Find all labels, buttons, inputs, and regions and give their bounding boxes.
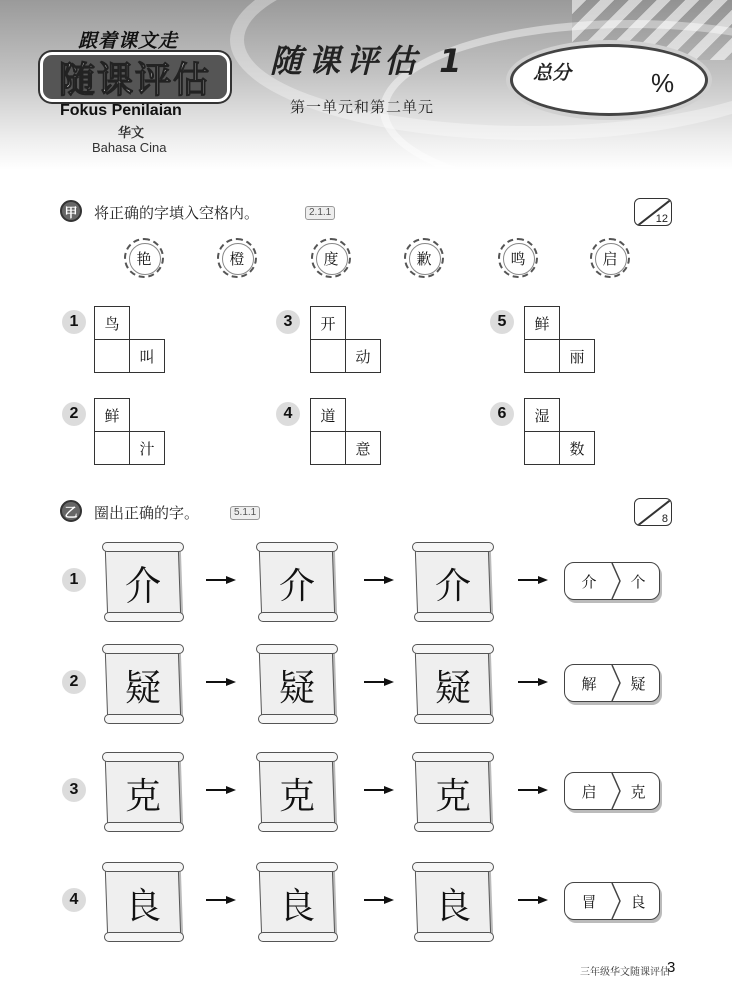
choice-option-left[interactable]: 冒 xyxy=(581,892,597,911)
ancient-script-scroll xyxy=(412,642,494,724)
answer-cell[interactable] xyxy=(524,431,560,465)
question-number: 3 xyxy=(62,778,86,802)
question-number: 2 xyxy=(62,670,86,694)
ancient-script-scroll xyxy=(256,750,338,832)
given-char-cell: 叫 xyxy=(129,339,165,373)
answer-cell[interactable] xyxy=(310,431,346,465)
ancient-script-scroll xyxy=(256,642,338,724)
question-number: 2 xyxy=(62,402,86,426)
ancient-script-scroll xyxy=(412,750,494,832)
section-b-marks-box[interactable] xyxy=(634,498,672,526)
ancient-glyph: 克 xyxy=(434,775,471,817)
ancient-glyph: 介 xyxy=(124,563,161,609)
given-char-cell: 鲜 xyxy=(94,398,130,432)
section-a-badge: 甲 xyxy=(60,200,82,222)
given-char-cell: 湿 xyxy=(524,398,560,432)
choice-option-right[interactable]: 疑 xyxy=(630,674,646,693)
right-arrow-icon xyxy=(206,786,236,794)
ancient-script-scroll xyxy=(102,642,184,724)
given-char-cell: 丽 xyxy=(559,339,595,373)
section-a-code: 2.1.1 xyxy=(305,206,335,220)
ancient-glyph: 良 xyxy=(124,885,161,927)
answer-choice-box xyxy=(564,562,660,600)
right-arrow-icon xyxy=(364,576,394,584)
answer-choice-box xyxy=(564,772,660,810)
word-bank-char: 歉 xyxy=(404,238,444,278)
page-subtitle: 第一单元和第二单元 xyxy=(290,98,435,116)
right-arrow-icon xyxy=(518,576,548,584)
answer-cell[interactable] xyxy=(94,339,130,373)
ancient-script-scroll xyxy=(256,860,338,942)
ancient-glyph: 克 xyxy=(278,775,315,817)
ancient-glyph: 介 xyxy=(434,565,471,607)
subject-cn: 华文 xyxy=(118,126,145,141)
given-char-cell: 鸟 xyxy=(94,306,130,340)
page-number: 3 xyxy=(667,959,676,976)
answer-cell[interactable] xyxy=(94,431,130,465)
choice-option-right[interactable]: 良 xyxy=(630,892,646,911)
right-arrow-icon xyxy=(518,786,548,794)
ancient-glyph: 介 xyxy=(278,565,315,607)
given-char-cell: 数 xyxy=(559,431,595,465)
series-logo-text: 随课评估 xyxy=(58,59,211,101)
right-arrow-icon xyxy=(206,576,236,584)
choice-option-left[interactable]: 启 xyxy=(581,782,597,801)
ancient-glyph: 疑 xyxy=(278,667,315,709)
given-char-cell: 开 xyxy=(310,306,346,340)
fokus-label: Fokus Penilaian xyxy=(60,102,182,119)
question-number: 1 xyxy=(62,310,86,334)
series-logo xyxy=(40,52,230,102)
right-arrow-icon xyxy=(206,678,236,686)
given-char-cell: 汁 xyxy=(129,431,165,465)
ancient-glyph: 疑 xyxy=(434,667,471,709)
given-char-cell: 意 xyxy=(345,431,381,465)
right-arrow-icon xyxy=(518,896,548,904)
section-a-marks-box[interactable] xyxy=(634,198,672,226)
ancient-script-scroll xyxy=(102,540,184,622)
section-a-total-marks: 12 xyxy=(655,213,668,225)
word-bank-char: 启 xyxy=(590,238,630,278)
ancient-script-scroll xyxy=(412,540,494,622)
right-arrow-icon xyxy=(364,786,394,794)
choice-option-right[interactable]: 克 xyxy=(630,782,646,801)
section-b-total-marks: 8 xyxy=(661,513,668,525)
section-a-instruction: 将正确的字填入空格内。 xyxy=(94,204,260,222)
ancient-script-scroll xyxy=(412,860,494,942)
series-tagline: 跟着课文走 xyxy=(78,30,179,52)
ancient-glyph: 克 xyxy=(124,775,161,817)
right-arrow-icon xyxy=(206,896,236,904)
ancient-glyph: 良 xyxy=(434,885,471,927)
answer-choice-box xyxy=(564,664,660,702)
answer-cell[interactable] xyxy=(310,339,346,373)
ancient-script-scroll xyxy=(256,540,338,622)
question-number: 3 xyxy=(276,310,300,334)
footer-text: 三年级华文随课评估 xyxy=(580,967,670,978)
ancient-glyph: 良 xyxy=(278,885,315,927)
answer-choice-box xyxy=(564,882,660,920)
choice-option-left[interactable]: 介 xyxy=(581,572,597,591)
question-number: 4 xyxy=(62,888,86,912)
word-bank-char: 艳 xyxy=(124,238,164,278)
question-number: 5 xyxy=(490,310,514,334)
given-char-cell: 道 xyxy=(310,398,346,432)
percent-sign: % xyxy=(651,68,675,98)
question-number: 6 xyxy=(490,402,514,426)
right-arrow-icon xyxy=(518,678,548,686)
right-arrow-icon xyxy=(364,678,394,686)
given-char-cell: 动 xyxy=(345,339,381,373)
word-bank-char: 度 xyxy=(311,238,351,278)
subject-my: Bahasa Cina xyxy=(92,140,167,155)
word-bank-char: 橙 xyxy=(217,238,257,278)
question-number: 4 xyxy=(276,402,300,426)
ancient-script-scroll xyxy=(102,860,184,942)
section-b-code: 5.1.1 xyxy=(230,506,260,520)
right-arrow-icon xyxy=(364,896,394,904)
answer-cell[interactable] xyxy=(524,339,560,373)
page-title: 随课评估 1 xyxy=(270,42,468,80)
choice-option-left[interactable]: 解 xyxy=(581,674,597,693)
ancient-glyph: 疑 xyxy=(124,667,161,709)
total-score-label: 总分 xyxy=(533,62,572,84)
word-bank-char: 鸣 xyxy=(498,238,538,278)
section-b-instruction: 圈出正确的字。 xyxy=(94,504,200,522)
given-char-cell: 鲜 xyxy=(524,306,560,340)
question-number: 1 xyxy=(62,568,86,592)
choice-option-right[interactable]: 个 xyxy=(630,572,646,591)
section-b-badge: 乙 xyxy=(60,500,82,522)
ancient-script-scroll xyxy=(102,750,184,832)
